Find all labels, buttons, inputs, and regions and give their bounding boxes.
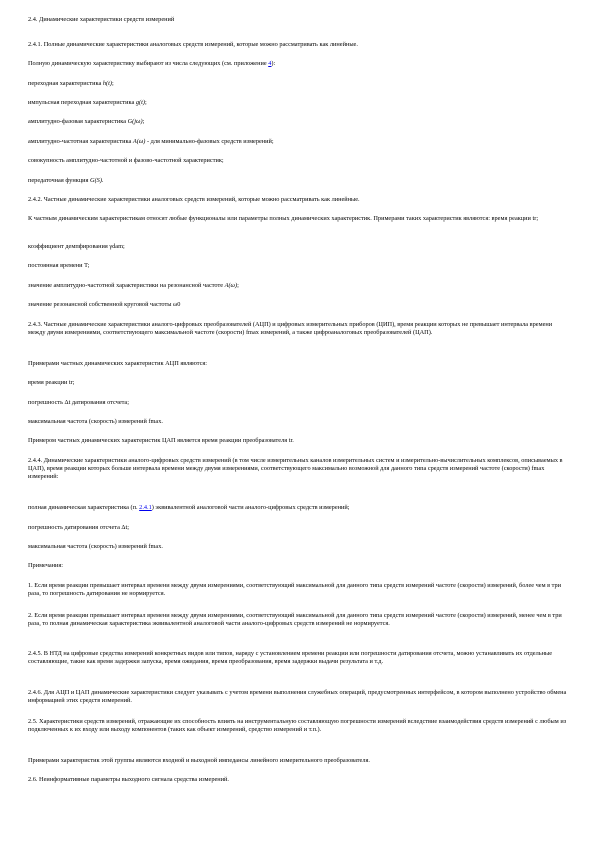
list-item-max-frequency: максимальная частота (скорость) измерений fmax. [28,418,163,425]
paragraph-2-5: 2.5. Характеристики средств измерений, отражающие их способность влиять на инструментальную составляющую погрешности измерений вследствие взаимодействия средств измерений с любым из подключенных к их входу или выходу компонентов (таких как объект измерений, средство измерений и т.п.). [28,718,567,734]
paragraph-2-4-6: 2.4.6. Для АЦП и ЦАП динамические характеристики следует указывать с учетом времени выполнения служебных операций, предусмотренных интерфейсом, в котором выполнено устройство обмена информацией этих средств измерений. [28,689,567,705]
paragraph-full-characteristics: Полную динамическую характеристику выбирают из числа следующих (см. приложение 4): [28,60,276,67]
section-2-4-1-link[interactable]: 2.4.1 [139,504,152,511]
section-heading: 2.4. Динамические характеристики средств измерений [28,16,175,23]
note-1: 1. Если время реакции превышает интервал времени между двумя измерениями, соответствующий максимальной для данного типа средств измерений частоте (скорости) измерений, более чем в три раза, то погрешность датирования не нормируется. [28,582,562,598]
paragraph-partial-characteristics: К частным динамическим характеристикам относят любые функционалы или параметры полных динамических характеристик. Примерами таких характеристик являются: время реакции tr; [28,215,539,222]
note-2: 2. Если время реакции превышает интервал времени между двумя измерениями, соответствующий максимальной для данного типа средств измерений частоте (скорости) измерений, менее чем в три раза, то полная динамическая характеристика эквивалентной аналоговой части аналого-цифровых средств измерений не нормируется. [28,612,562,628]
paragraph-full-dynamic: полная динамическая характеристика (п. 2.4.1) эквивалентной аналоговой части аналого-цифровых средств измерений; [28,504,350,511]
list-item-impulse: импульсная переходная характеристика g(t); [28,99,147,106]
list-item-dating-error-2: погрешность датирования отсчета Δt; [28,524,129,531]
appendix-link[interactable]: 4 [268,60,272,67]
paragraph-adc-examples: Примерами частных динамических характеристик АЦП являются: [28,360,208,367]
paragraph-impedance-example: Примерами характеристик этой группы являются входной и выходной импедансы линейного измерительного преобразователя. [28,757,370,764]
paragraph-2-4-2: 2.4.2. Частные динамические характеристики аналоговых средств измерений, которые можно рассматривать как линейные. [28,196,360,203]
list-item-amplitude-phase: амплитудно-фазовая характеристика G(jω); [28,118,145,125]
paragraph-2-4-3: 2.4.3. Частные динамические характеристики аналого-цифровых преобразователей (АЦП) и цифровых измерительных приборов (ЦИП), время реакции которых не превышает интервала времени между двумя измерениями, соответствующего максимальной частоте (скорости) fmax измерений, а также цифроаналоговых преобразователей (ЦАП). [28,321,553,337]
list-item-damping: коэффициент демпфирования γdam; [28,243,125,250]
list-item-time-constant: постоянная времени T; [28,262,90,269]
paragraph-2-4-4: 2.4.4. Динамические характеристики аналого-цифровых средств измерений (в том числе измерительных каналов измерительных систем и измерительно-вычислительных комплексов, описываемых в ЦАП), время реакции которых больше интервала времени между двумя измерениями, соответствующего максимально возможной для данного типа средств измерений частоте (скорости) fmax измерений: [28,457,563,481]
paragraph-2-4-5: 2.4.5. В НТД на цифровые средства измерений конкретных видов или типов, наряду с установлением времени реакции или погрешности датирования отсчета, можно устанавливать их отдельные составляющие, такие как время задержки запуска, время ожидания, время преобразования, время задержки выдачи результата и т.д. [28,650,552,666]
list-item-amplitude-frequency: амплитудно-частотная характеристика A(ω) - для минимально-фазовых средств измерений; [28,138,274,145]
list-item-resonance-value: значение амплитудно-частотной характеристики на резонансной частоте A(ω); [28,282,239,289]
list-item-transfer-function: передаточная функция G(S). [28,177,104,184]
list-item-resonance-frequency: значение резонансной собственной круговой частоты ω0 [28,301,181,308]
list-item-combined: совокупность амплитудно-частотной и фазово-частотной характеристик; [28,157,224,164]
list-item-max-frequency-2: максимальная частота (скорость) измерений fmax. [28,543,163,550]
paragraph-2-4-1: 2.4.1. Полные динамические характеристики аналоговых средств измерений, которые можно рассматривать как линейные. [28,41,358,48]
notes-label: Примечания: [28,562,64,569]
list-item-transient: переходная характеристика h(t); [28,80,114,87]
paragraph-dac-example: Примером частных динамических характеристик ЦАП является время реакции преобразователя tr. [28,437,294,444]
list-item-dating-error: погрешность Δt датирования отсчета; [28,399,129,406]
paragraph-2-6: 2.6. Неинформативные параметры выходного сигнала средства измерений. [28,776,229,783]
list-item-reaction-time: время реакции tr; [28,379,75,386]
